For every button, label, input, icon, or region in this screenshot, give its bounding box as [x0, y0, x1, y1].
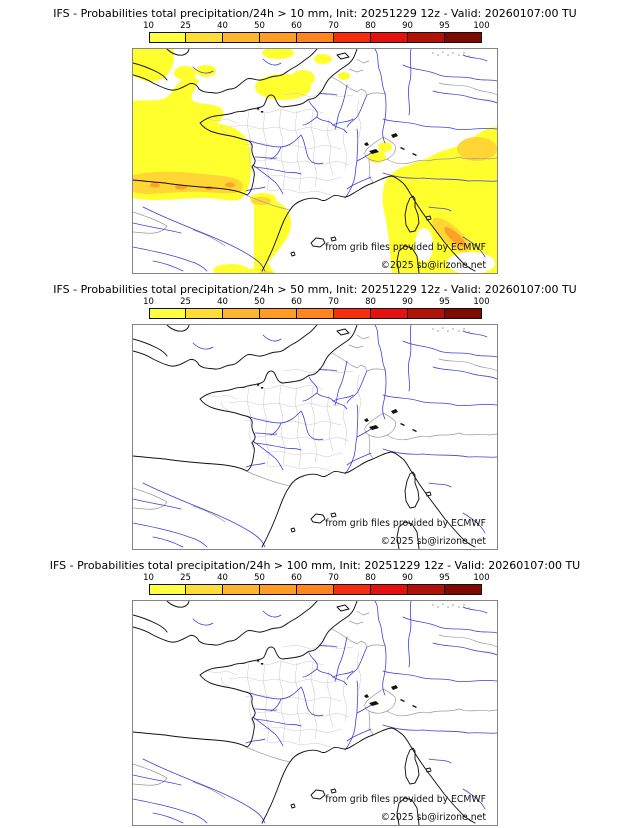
panel-precip-gt-10mm	[0, 0, 630, 276]
colorbar-tick: 70	[328, 573, 339, 583]
colorbar-segment	[371, 309, 408, 318]
colorbar-segment	[334, 33, 371, 42]
colorbar-tick: 80	[365, 21, 376, 31]
colorbar-tick: 60	[291, 573, 302, 583]
map-credit-copyright: ©2025 sb@irizone.net	[380, 812, 486, 823]
panel-precip-gt-50mm	[0, 276, 630, 552]
colorbar-tick: 95	[439, 573, 450, 583]
colorbar-segment	[150, 309, 187, 318]
colorbar-tick: 80	[365, 573, 376, 583]
probability-colorbar	[143, 297, 490, 321]
colorbar-segment	[408, 309, 445, 318]
colorbar-tick: 50	[254, 573, 265, 583]
map-svg	[133, 49, 497, 273]
colorbar-segment	[223, 309, 260, 318]
colorbar-tick: 25	[180, 21, 191, 31]
colorbar-bar	[149, 584, 482, 595]
colorbar-tick: 90	[402, 297, 413, 307]
panel-title: IFS - Probabilities total precipitation/24h > 50 mm, Init: 20251229 12z - Valid: 20260107:00 TU	[53, 283, 577, 296]
colorbar-bar	[149, 32, 482, 43]
colorbar-tick: 50	[254, 297, 265, 307]
colorbar-tick: 40	[217, 573, 228, 583]
colorbar-tick: 25	[180, 573, 191, 583]
colorbar-segment	[408, 585, 445, 594]
colorbar-segment	[260, 33, 297, 42]
colorbar-segment	[260, 309, 297, 318]
colorbar-segment	[371, 585, 408, 594]
colorbar-tick: 40	[217, 297, 228, 307]
colorbar-segment	[297, 585, 334, 594]
colorbar-tick: 95	[439, 21, 450, 31]
colorbar-tick: 70	[328, 21, 339, 31]
colorbar-segment	[186, 33, 223, 42]
colorbar-ticks	[143, 21, 490, 32]
probability-colorbar	[143, 573, 490, 597]
colorbar-tick: 50	[254, 21, 265, 31]
colorbar-ticks	[143, 573, 490, 584]
map-credit-ecmwf: from grib files provided by ECMWF	[325, 794, 486, 805]
colorbar-segment	[150, 585, 187, 594]
colorbar-tick: 100	[473, 573, 490, 583]
map-france-10mm	[132, 48, 498, 274]
map-svg	[133, 325, 497, 549]
colorbar-segment	[297, 33, 334, 42]
panel-title: IFS - Probabilities total precipitation/24h > 100 mm, Init: 20251229 12z - Valid: 20260107:00 TU	[49, 559, 581, 572]
colorbar-segment	[297, 309, 334, 318]
colorbar-tick: 90	[402, 21, 413, 31]
colorbar-segment	[186, 309, 223, 318]
colorbar-tick: 60	[291, 297, 302, 307]
panel-precip-gt-100mm	[0, 552, 630, 828]
colorbar-tick: 80	[365, 297, 376, 307]
colorbar-tick: 40	[217, 21, 228, 31]
colorbar-tick: 100	[473, 21, 490, 31]
colorbar-segment	[408, 33, 445, 42]
colorbar-segment	[445, 585, 481, 594]
colorbar-tick: 70	[328, 297, 339, 307]
colorbar-bar	[149, 308, 482, 319]
probability-colorbar	[143, 21, 490, 45]
colorbar-tick: 10	[143, 573, 154, 583]
colorbar-segment	[260, 585, 297, 594]
colorbar-ticks	[143, 297, 490, 308]
map-credit-ecmwf: from grib files provided by ECMWF	[325, 518, 486, 529]
colorbar-tick: 60	[291, 21, 302, 31]
colorbar-tick: 90	[402, 573, 413, 583]
map-credit-ecmwf: from grib files provided by ECMWF	[325, 242, 486, 253]
colorbar-tick: 95	[439, 297, 450, 307]
colorbar-segment	[371, 33, 408, 42]
map-linework-use	[133, 325, 497, 549]
colorbar-segment	[445, 33, 481, 42]
colorbar-segment	[334, 309, 371, 318]
map-credit-copyright: ©2025 sb@irizone.net	[380, 536, 486, 547]
map-linework-use	[133, 601, 497, 825]
colorbar-tick: 10	[143, 297, 154, 307]
colorbar-segment	[150, 33, 187, 42]
colorbar-segment	[186, 585, 223, 594]
map-france-50mm	[132, 324, 498, 550]
colorbar-tick: 10	[143, 21, 154, 31]
colorbar-segment	[334, 585, 371, 594]
map-credit-copyright: ©2025 sb@irizone.net	[380, 260, 486, 271]
panel-title: IFS - Probabilities total precipitation/24h > 10 mm, Init: 20251229 12z - Valid: 20260107:00 TU	[53, 7, 577, 20]
colorbar-tick: 25	[180, 297, 191, 307]
colorbar-segment	[445, 309, 481, 318]
map-svg	[133, 601, 497, 825]
map-france-100mm	[132, 600, 498, 826]
colorbar-segment	[223, 33, 260, 42]
colorbar-segment	[223, 585, 260, 594]
colorbar-tick: 100	[473, 297, 490, 307]
